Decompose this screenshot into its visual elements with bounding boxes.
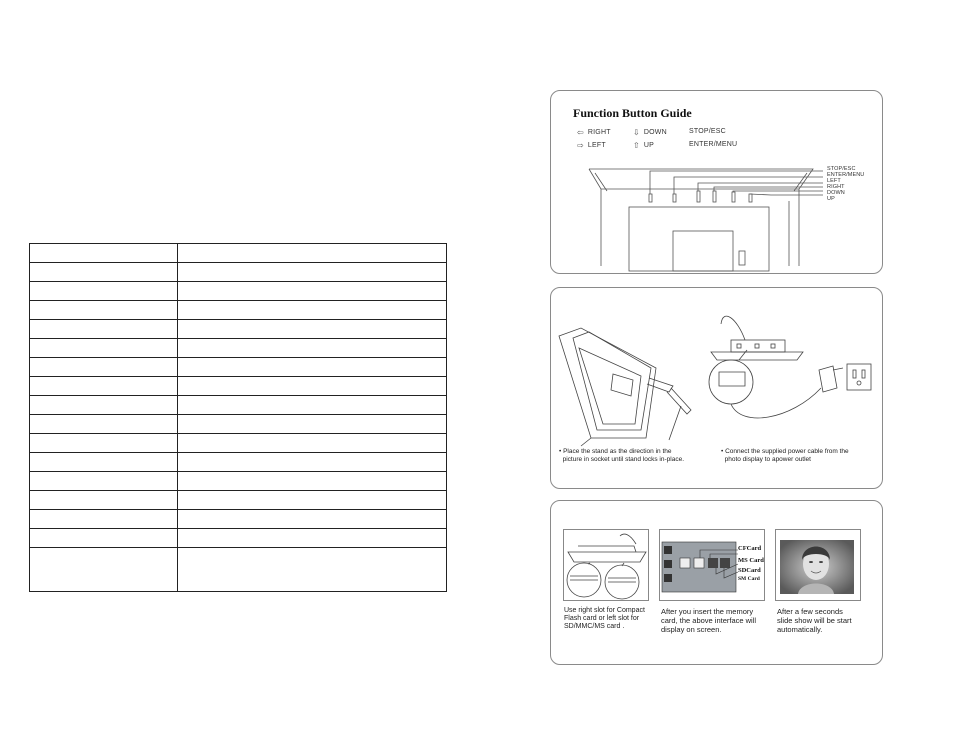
table-row: [30, 320, 446, 339]
legend-up: ⇧ UP: [633, 141, 655, 150]
legend-enter: ENTER/MENU: [689, 141, 738, 148]
table-cell-label: [30, 491, 178, 509]
table-cell-value: [178, 434, 446, 452]
cf-card-label: CFCard: [738, 545, 762, 552]
table-row: [30, 339, 446, 358]
side-label-stop: STOP/ESC: [827, 166, 856, 172]
table-row: [30, 548, 446, 591]
table-cell-value: [178, 491, 446, 509]
table-row: [30, 434, 446, 453]
guide-title: Function Button Guide: [573, 106, 692, 120]
table-cell-label: [30, 301, 178, 319]
table-cell-value: [178, 244, 446, 262]
insert-caption: After you insert the memory card, the above interface will display on screen.: [661, 607, 757, 634]
table-cell-value: [178, 396, 446, 414]
table-row: [30, 263, 446, 282]
table-row: [30, 358, 446, 377]
stand-caption: • Place the stand as the direction in the picture in socket until stand locks in-place.: [559, 448, 685, 463]
arrow-left-icon: ⇦: [577, 128, 584, 137]
table-cell-label: [30, 472, 178, 490]
slideshow-caption: After a few seconds slide show will be start automatically.: [777, 607, 852, 634]
card-slot-illustration: [563, 529, 649, 601]
table-cell-value: [178, 339, 446, 357]
table-cell-value: [178, 548, 446, 591]
side-label-enter: ENTER/MENU: [827, 172, 865, 178]
spec-table: [29, 243, 447, 592]
table-row: [30, 282, 446, 301]
table-cell-value: [178, 510, 446, 528]
setup-panel: [550, 287, 883, 489]
table-cell-value: [178, 377, 446, 395]
memory-card-panel: [550, 500, 883, 665]
slideshow-photo: [775, 529, 861, 601]
table-cell-label: [30, 548, 178, 591]
table-cell-label: [30, 320, 178, 338]
table-cell-label: [30, 396, 178, 414]
table-row: [30, 244, 446, 263]
table-cell-label: [30, 377, 178, 395]
table-cell-value: [178, 415, 446, 433]
table-row: [30, 396, 446, 415]
arrow-up-icon: ⇧: [633, 141, 640, 150]
table-cell-value: [178, 263, 446, 281]
slot-caption: Use right slot for Compact Flash card or left slot for SD/MMC/MS card .: [564, 607, 645, 630]
table-cell-label: [30, 339, 178, 357]
table-cell-label: [30, 453, 178, 471]
sm-card-label: SM Card: [738, 576, 760, 582]
table-row: [30, 491, 446, 510]
table-cell-label: [30, 282, 178, 300]
table-cell-label: [30, 510, 178, 528]
function-button-guide-panel: [550, 90, 883, 274]
table-cell-label: [30, 263, 178, 281]
table-row: [30, 453, 446, 472]
table-cell-value: [178, 320, 446, 338]
table-cell-label: [30, 415, 178, 433]
ms-card-label: MS Card: [738, 557, 764, 564]
legend-down: ⇩ DOWN: [633, 128, 667, 137]
legend-left: ⇨ LEFT: [577, 141, 606, 150]
side-label-down: DOWN: [827, 190, 845, 196]
card-interface-screenshot: [659, 529, 765, 601]
table-row: [30, 301, 446, 320]
table-row: [30, 415, 446, 434]
arrow-right-icon: ⇨: [577, 141, 584, 150]
side-label-left: LEFT: [827, 178, 841, 184]
power-caption: • Connect the supplied power cable from the photo display to apower outlet: [721, 448, 849, 463]
table-row: [30, 510, 446, 529]
table-row: [30, 377, 446, 396]
table-cell-value: [178, 282, 446, 300]
arrow-down-icon: ⇩: [633, 128, 640, 137]
table-cell-label: [30, 358, 178, 376]
legend-right: ⇦ RIGHT: [577, 128, 611, 137]
side-label-up: UP: [827, 196, 835, 202]
table-cell-value: [178, 529, 446, 547]
table-row: [30, 529, 446, 548]
table-cell-value: [178, 453, 446, 471]
sd-card-label: SDCard: [738, 567, 761, 574]
legend-stop: STOP/ESC: [689, 128, 726, 135]
table-cell-label: [30, 244, 178, 262]
table-cell-label: [30, 434, 178, 452]
side-label-right: RIGHT: [827, 184, 845, 190]
table-cell-value: [178, 358, 446, 376]
table-cell-value: [178, 472, 446, 490]
table-row: [30, 472, 446, 491]
table-cell-label: [30, 529, 178, 547]
table-cell-value: [178, 301, 446, 319]
